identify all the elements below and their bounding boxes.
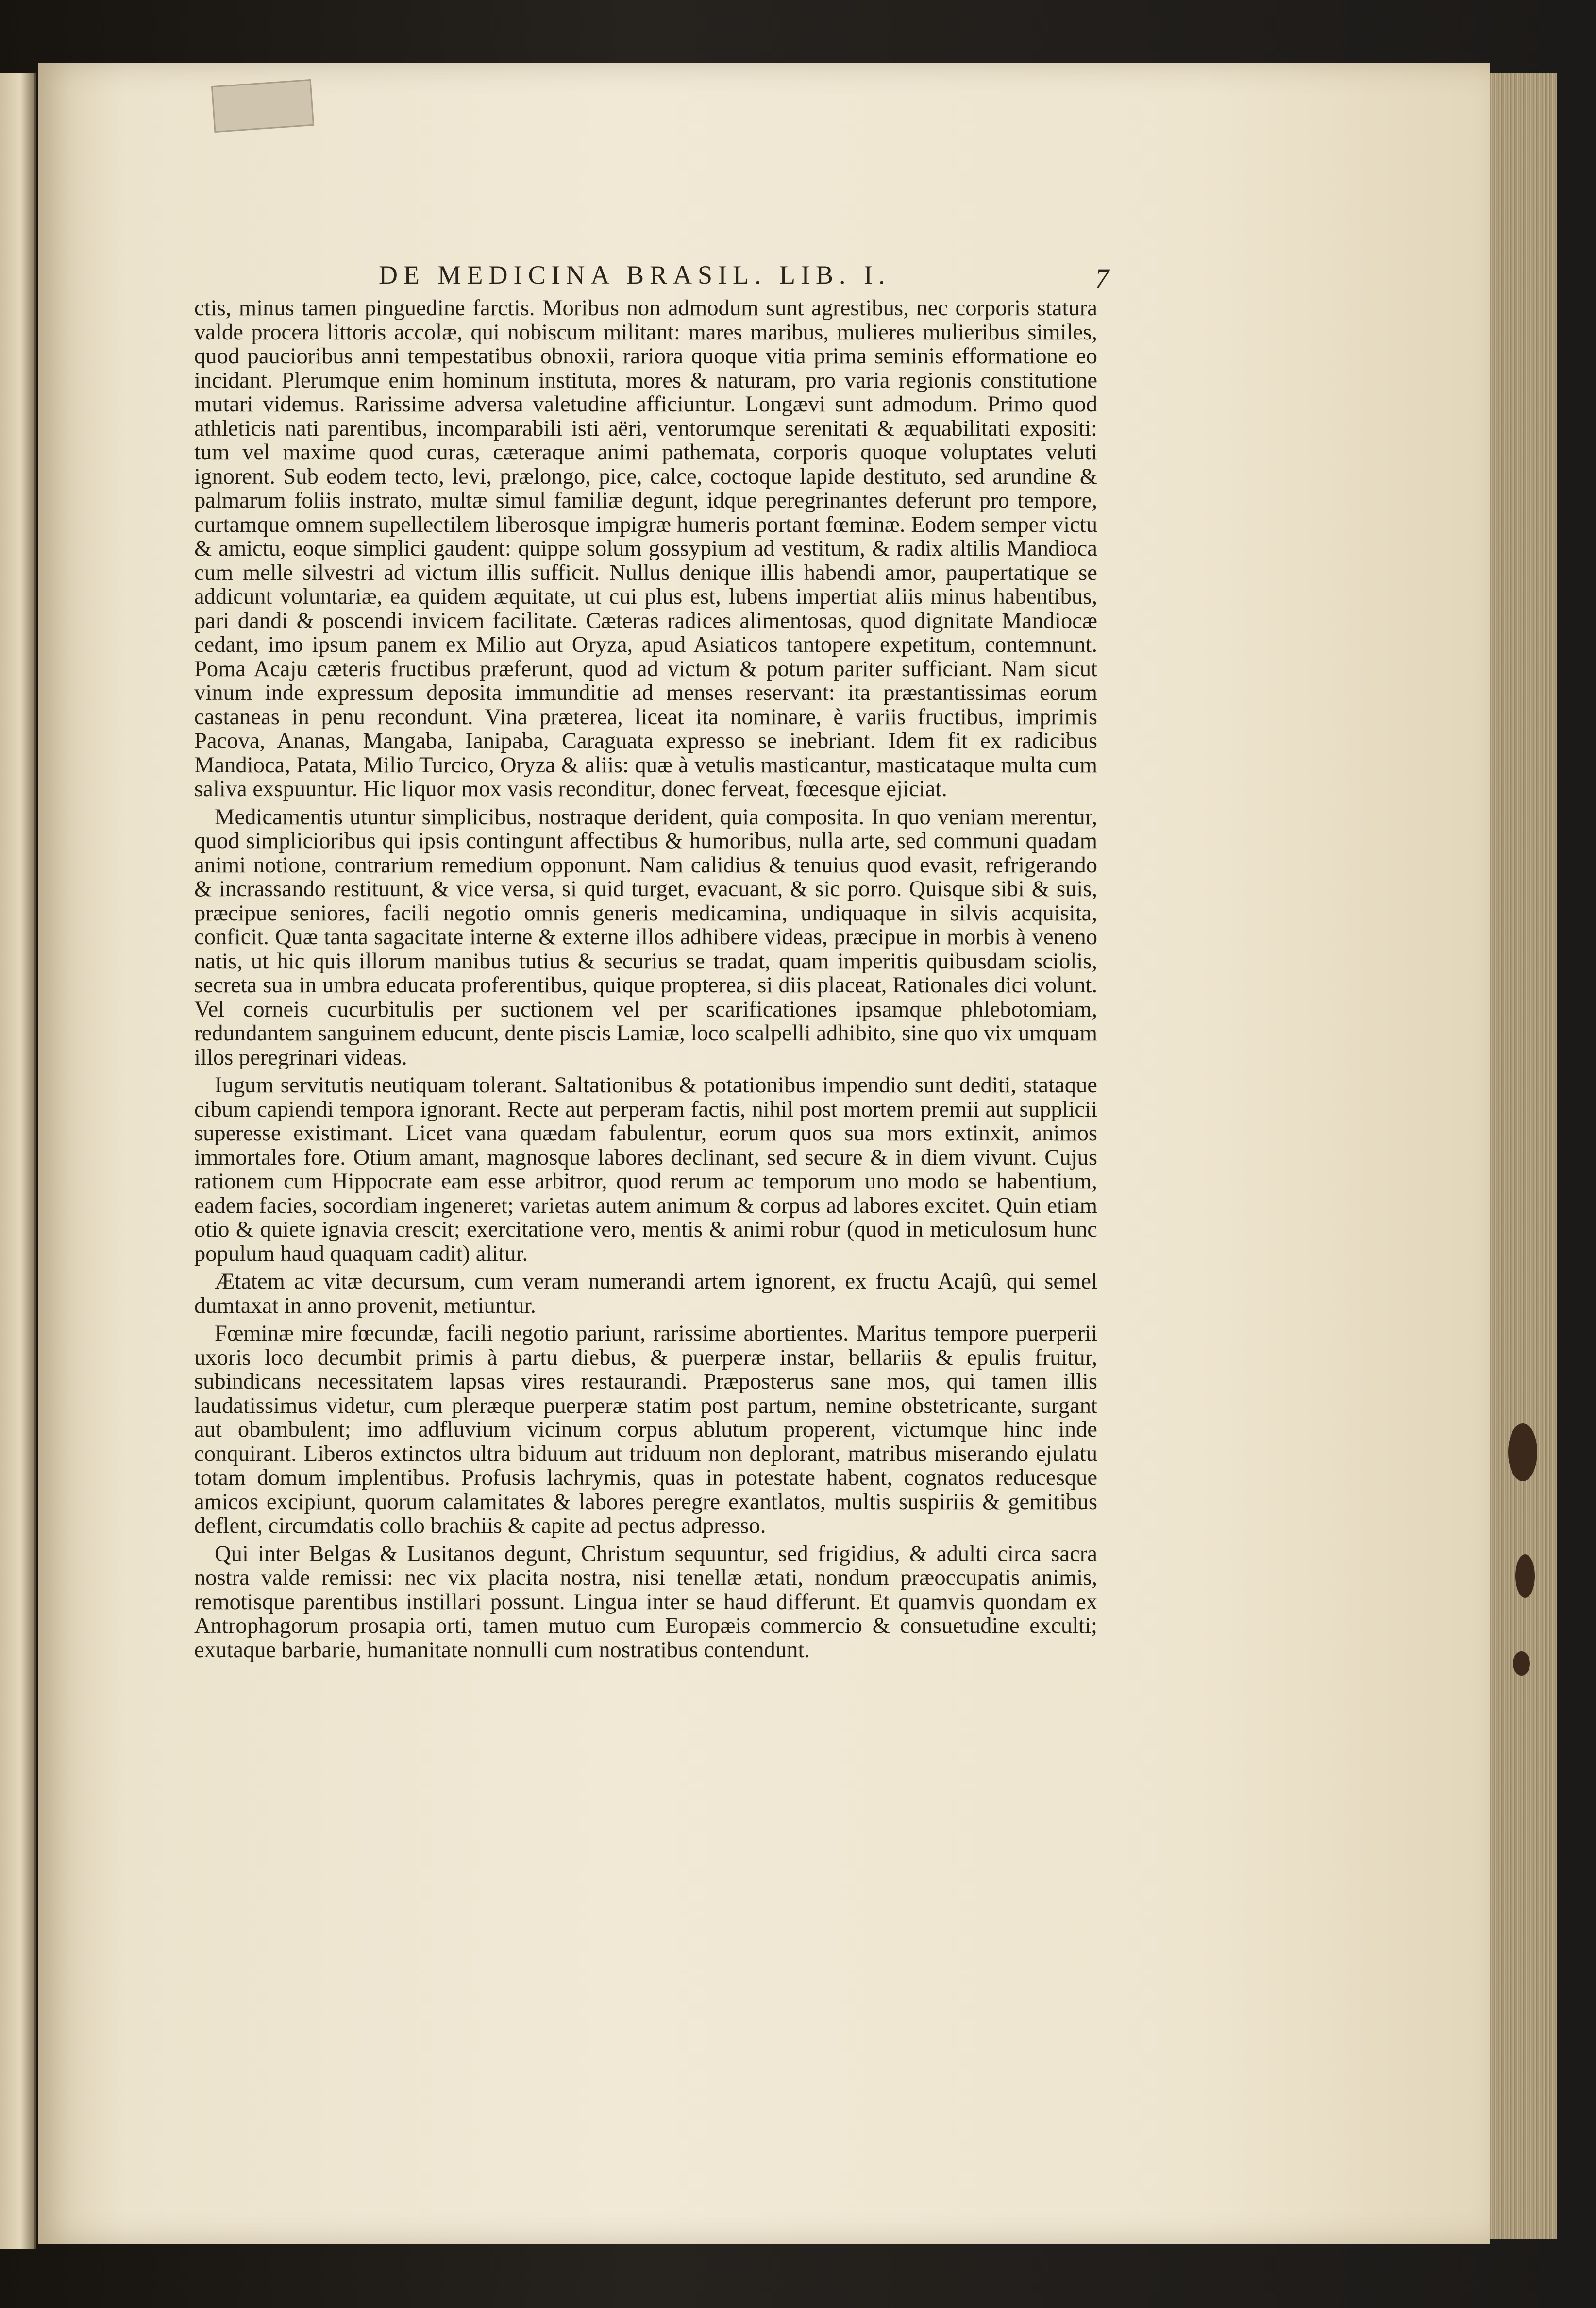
page-tab <box>211 79 314 133</box>
paragraph: Qui inter Belgas & Lusitanos degunt, Christum sequuntur, sed frigidius, & adulti circa sacra nostra valde remissi: nec vix placita nostra, nisi tenellæ ætati, nondum præoccupatis animis, remotisque parentibus instillari possunt. Lingua inter se haud differunt. Et quamvis quondam ex Antrophagorum prosapia orti, tamen mutuo cum Europæis commercio & consuetudine exculti; exutaque barbarie, humanitate nonnulli cum nostratibus contendunt. <box>194 1541 1097 1663</box>
foxing-spot <box>1508 1423 1537 1481</box>
foxing-spot <box>1515 1554 1535 1598</box>
running-head: DE MEDICINA BRASIL. LIB. I. <box>379 260 891 289</box>
paragraph: Ætatem ac vitæ decursum, cum veram numerandi artem ignorent, ex fructu Acajû, qui semel dumtaxat in anno provenit, metiuntur. <box>194 1269 1097 1318</box>
paragraph: Medicamentis utuntur simplicibus, nostraque derident, quia composita. In quo veniam merentur, quod simplicioribus qui ipsis contingunt affectibus & humoribus, nulla arte, sed communi quadam animi notione, contrarium remedium opponunt. Nam calidius & tenuius quod evasit, refrigerando & incrassando restituunt, & vice versa, si quid turget, evacuant, & sic porro. Quisque sibi & suis, præcipue seniores, facili negotio omnis generis medicamina, undiquaque in silvis acquisita, conficit. Quæ tanta sagacitate interne & externe illos adhibere videas, præcipue in morbis à veneno natis, ut hic quis illorum manibus tutius & securius se tradat, quam imperitis quibusdam sciolis, secreta sua in umbra educata proferentibus, quique propterea, si diis placeat, Rationales dici volunt. Vel corneis cucurbitulis per suctionem vel per scarificationes ipsamque phlebotomiam, redundantem sanguinem educunt, dente piscis Lamiæ, loco scalpelli adhibito, sine quo vix umquam illos peregrinari videas. <box>194 804 1097 1070</box>
paragraph: Fœminæ mire fœcundæ, facili negotio pariunt, rarissime abortientes. Maritus tempore puerperii uxoris loco decumbit primis à partu diebus, & puerperæ instar, bellariis & epulis fruitur, subindicans necessitatem lapsas vires restaurandi. Præposterus sane mos, qui tamen illis laudatissimus videtur, cum pleræque puerperæ statim post partum, nemine obstetricante, surgant aut obambulent; imo adfluvium vicinum corpus ablutum properent, victumque hinc inde conquirant. Liberos extinctos ultra biduum aut triduum non deplorant, matribus miserando ejulatu totam domum implentibus. Profusis lachrymis, quas in potestate habent, cognatos reducesque amicos excipiunt, quorum calamitates & labores peregre exantlatos, multis suspiriis & gemitibus deflent, circumdatis collo brachiis & capite ad pectus adpresso. <box>194 1321 1097 1538</box>
paragraph: ctis, minus tamen pinguedine farctis. Moribus non admodum sunt agrestibus, nec corporis statura valde procera littoris accolæ, qui nobiscum militant: mares maribus, mulieres mulieribus similes, quod paucioribus anni tempestatibus obnoxii, rariora quoque vitia prima seminis efformatione eo incidant. Plerumque enim hominum instituta, mores & naturam, pro varia regionis constitutione mutari videmus. Rarissime adversa valetudine afficiuntur. Longævi sunt admodum. Primo quod athleticis nati parentibus, incomparabili isti aëri, ventorumque serenitati & æquabilitati expositi: tum vel maxime quod curas, cæteraque animi pathemata, corporis quoque voluptates veluti ignorent. Sub eodem tecto, levi, prælongo, pice, calce, coctoque lapide destituto, sed arundine & palmarum foliis instrato, multæ simul familiæ degunt, idque peregrinantes deferunt pro tempore, curtamque omnem supellectilem liberosque impigræ humeris portant fœminæ. Eodem semper victu & amictu, eoque simplici gaudent: quippe solum gossypium ad vestitum, & radix altilis Mandioca cum melle silvestri ad victum illis sufficit. Nullus denique illis habendi amor, paupertatique se addicunt voluntariæ, ea quidem æquitate, ut cui plus est, lubens impertiat aliis minus habentibus, pari dandi & poscendi invicem facilitate. Cæteras radices alimentosas, quod dignitate Mandiocæ cedant, imo ipsum panem ex Milio aut Oryza, apud Asiaticos tantopere expetitum, contemnunt. Poma Acaju cæteris fructibus præferunt, quod ad victum & potum pariter sufficiant. Nam sicut vinum inde expressum deposita immunditie ad menses reservant: ita præstantissimas eorum castaneas in penu recondunt. Vina præterea, liceat ita nominare, è variis fructibus, imprimis Pacova, Ananas, Mangaba, Ianipaba, Caraguata expresso se inebriant. Idem fit ex radicibus Mandioca, Patata, Milio Turcico, Oryza & aliis: quæ à vetulis masticantur, masticataque multa cum saliva exspuuntur. Hic liquor mox vasis reconditur, donec ferveat, fœcesque ejiciat. <box>194 295 1097 801</box>
book-fore-edge <box>1486 73 1557 2239</box>
page-number: 7 <box>1095 263 1109 294</box>
facing-page-edge <box>0 73 36 2249</box>
foxing-spot <box>1513 1651 1530 1676</box>
paragraph: Iugum servitutis neutiquam tolerant. Saltationibus & potationibus impendio sunt dediti, stataque cibum capiendi tempora ignorant. Recte aut perperam factis, nihil post mortem premii aut supplicii superesse existimant. Licet vana quædam fabulentur, eorum quos sua mors extinxit, animos immortales fore. Otium amant, magnosque labores declinant, sed secure & in diem vivunt. Cujus rationem cum Hippocrate eam esse arbitror, quod rerum ac temporum uno modo se habentium, eadem facies, socordiam ingeneret; varietas autem animum & corpus ad labores excitet. Quin etiam otio & quiete ignavia crescit; exercitatione vero, mentis & animi robur (quod in meticulosum hunc populum haud quaquam cadit) alitur. <box>194 1072 1097 1266</box>
body-text <box>194 296 1097 1666</box>
